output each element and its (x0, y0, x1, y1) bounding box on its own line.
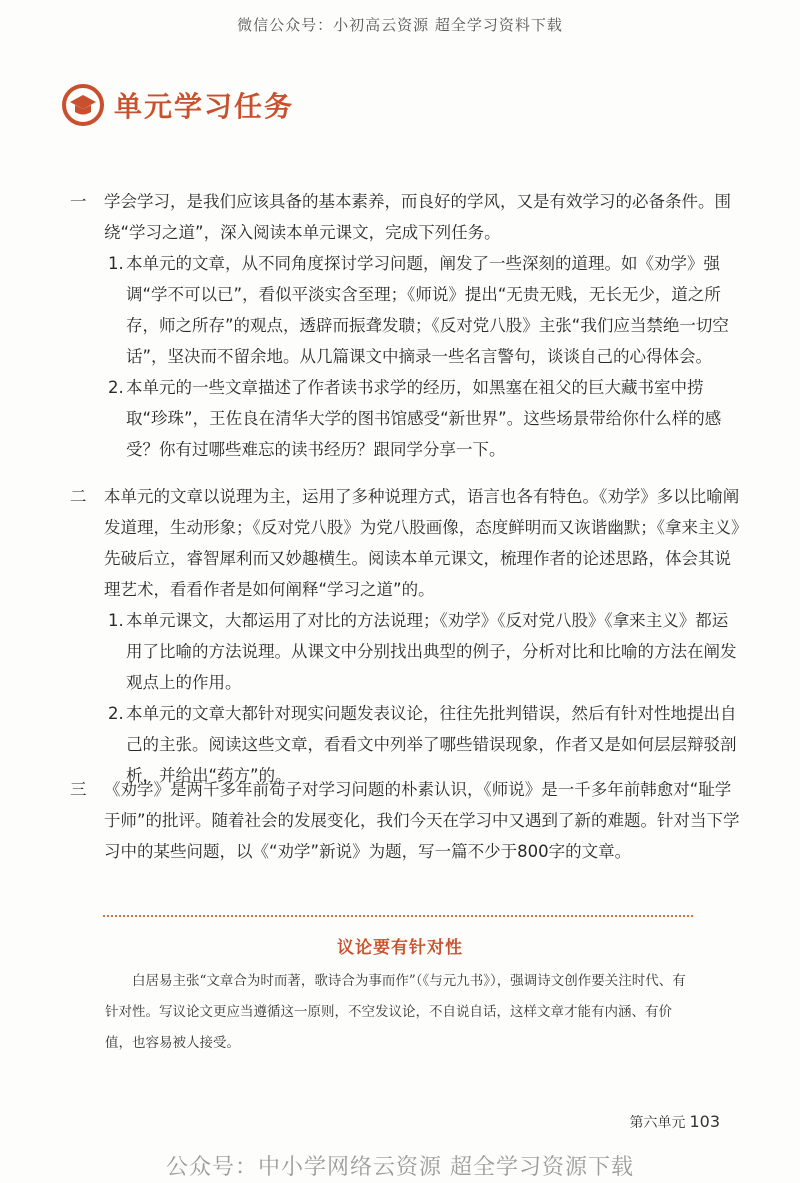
dotted-divider (103, 915, 693, 917)
graduation-cap-icon (62, 84, 104, 126)
heading-row (62, 84, 294, 126)
page-footer (629, 1112, 720, 1132)
item-text: 本单元课文，大都运用了对比的方法说理；《劝学》《反对党八股》《拿来主义》都运用了比喻的方法说理。从课文中分别找出典型的例子，分析对比和比喻的方法在阐发观点上的作用。 (126, 611, 737, 692)
section-number: 一 (70, 192, 87, 211)
section-number: 三 (70, 780, 87, 799)
list-item (108, 248, 740, 372)
page-number: 103 (689, 1112, 720, 1131)
task-section-3 (70, 774, 740, 867)
item-number: 2. (108, 704, 124, 723)
section-text: 本单元的文章以说理为主，运用了多种说理方式，语言也各有特色。《劝学》多以比喻阐发道理，生动形象；《反对党八股》为党八股画像，态度鲜明而又诙谐幽默；《拿来主义》先破后立，睿智犀利而又妙趣横生。阅读本单元课文，梳理作者的论述思路，体会其说理艺术，看看作者是如何阐释“学习之道”的。 (104, 487, 740, 599)
watermark-bottom: 公众号：中小学网络云资源 超全学习资源下载 (166, 1155, 634, 1180)
section-number: 二 (70, 487, 87, 506)
task-section-2 (70, 481, 740, 791)
page-title: 单元学习任务 (114, 90, 295, 123)
task-section-1 (70, 186, 740, 465)
unit-label: 第六单元 (629, 1115, 686, 1131)
item-number: 2. (108, 378, 124, 397)
box-text: 白居易主张“文章合为时而著，歌诗合为事而作”（《与元九书》），强调诗文创作要关注时代、有针对性。写议论文更应当遵循这一原则，不空发议论，不自说自话，这样文章才能有内涵、有价值，也容易被人接受。 (105, 973, 686, 1051)
watermark-top: 微信公众号：小初高云资源 超全学习资料下载 (237, 16, 563, 34)
section-text: 学会学习，是我们应该具备的基本素养，而良好的学风，又是有效学习的必备条件。围绕“学习之道”，深入阅读本单元课文，完成下列任务。 (104, 192, 731, 242)
item-number: 1. (108, 611, 124, 630)
item-text: 本单元的一些文章描述了作者读书求学的经历，如黑塞在祖父的巨大藏书室中捞取“珍珠”，王佐良在清华大学的图书馆感受“新世界”。这些场景带给你什么样的感受？你有过哪些难忘的读书经历？跟同学分享一下。 (126, 378, 722, 459)
item-text: 本单元的文章大都针对现实问题发表议论，往往先批判错误，然后有针对性地提出自己的主张。阅读这些文章，看看文中列举了哪些错误现象，作者又是如何层层辩驳剖析，并给出“药方”的。 (126, 704, 737, 785)
list-item (108, 372, 740, 465)
box-title: 议论要有针对性 (337, 938, 463, 958)
item-number: 1. (108, 254, 124, 273)
list-item (108, 605, 740, 698)
section-text: 《劝学》是两千多年前荀子对学习问题的朴素认识，《师说》是一千多年前韩愈对“耻学于师”的批评。随着社会的发展变化，我们今天在学习中又遇到了新的难题。针对当下学习中的某些问题，以《“劝学”新说》为题，写一篇不少于800字的文章。 (104, 780, 740, 861)
item-text: 本单元的文章，从不同角度探讨学习问题，阐发了一些深刻的道理。如《劝学》强调“学不可以已”，看似平淡实含至理；《师说》提出“无贵无贱，无长无少，道之所存，师之所存”的观点，透辟而振聋发聩；《反对党八股》主张“我们应当禁绝一切空话”，坚决而不留余地。从几篇课文中摘录一些名言警句，谈谈自己的心得体会。 (126, 254, 729, 366)
